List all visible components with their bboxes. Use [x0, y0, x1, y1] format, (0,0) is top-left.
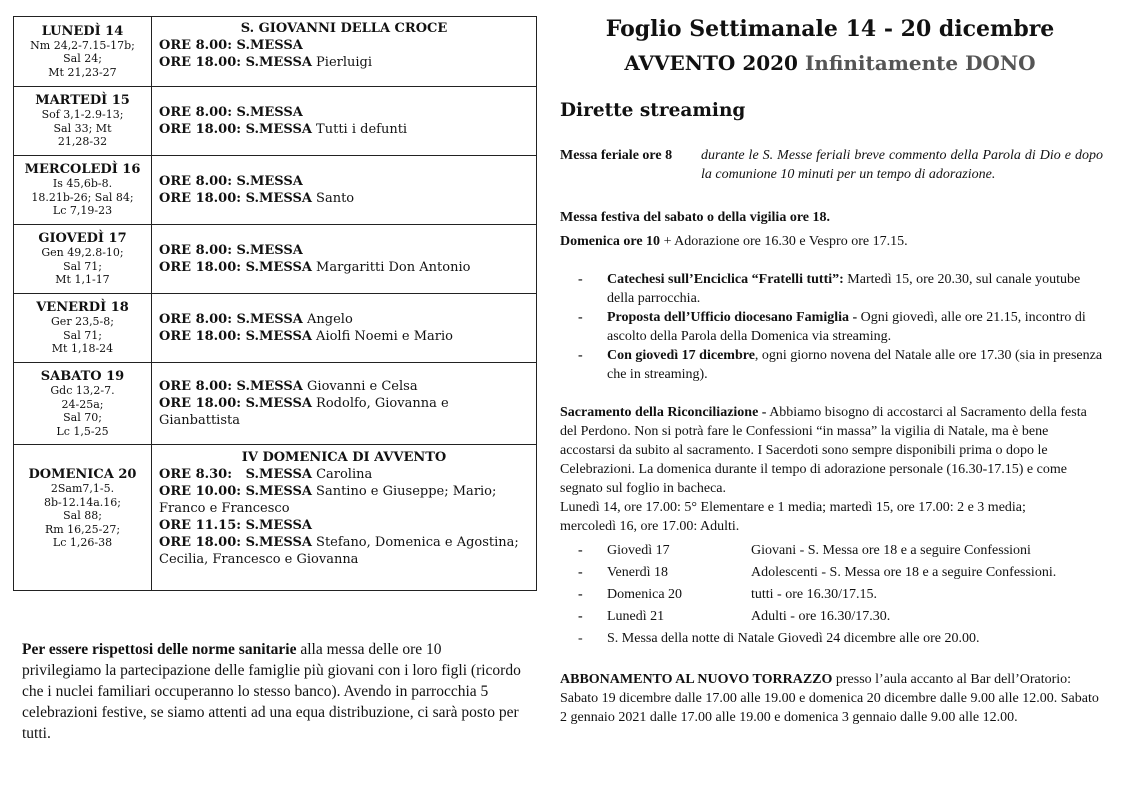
reading-line: 2Sam7,1-5.: [50, 482, 115, 495]
reading-line: Rm 16,25-27;: [44, 522, 121, 536]
masses-cell: [152, 87, 537, 156]
reading-line: Gdc 13,2-7.: [50, 384, 115, 397]
reading-line: Sal 33; Mt: [53, 121, 112, 135]
streaming-heading: Dirette streaming: [560, 100, 746, 121]
mass-line: [159, 242, 529, 259]
schedule-row: [14, 156, 537, 225]
day-cell: [14, 156, 152, 225]
mass-intent: Margaritti Don Antonio: [311, 260, 471, 275]
mass-time: ORE 18.00: S.MESSA: [159, 55, 312, 70]
mass-time: ORE 8.00: S.MESSA: [159, 312, 303, 327]
masses-cell: [152, 363, 537, 445]
mass-time: ORE 10.00: S.MESSA: [159, 484, 312, 499]
mass-line: [159, 37, 529, 54]
item-text: , ogni giorno novena del Natale alle ore 17.30 (sia in presenza che in streaming).: [607, 348, 1103, 382]
day-cell: [14, 17, 152, 87]
mass-time: ORE 8.00: S.MESSA: [159, 379, 303, 394]
conf-desc: tutti - ore 16.30/17.15.: [751, 587, 877, 602]
mass-line: [159, 483, 529, 517]
mass-line: [159, 173, 529, 190]
conf-day: Giovedì 17: [607, 543, 670, 558]
mass-intent: Aiolfi Noemi e Mario: [311, 329, 453, 344]
reading-line: Is 45,6b-8.: [52, 177, 113, 191]
feast-title: IV DOMENICA DI AVVENTO: [241, 450, 447, 465]
domenica-bold: Domenica ore 10: [560, 234, 661, 249]
reading-line: 24-25a;: [61, 397, 104, 411]
schedule-row: [14, 225, 537, 294]
reading-line: Lc 1,5-25: [56, 424, 109, 438]
mass-time: ORE 18.00: S.MESSA: [159, 191, 312, 206]
item-bold: Con giovedì 17 dicembre: [607, 348, 755, 363]
list-item: [560, 270, 1105, 308]
domenica-streaming: [560, 232, 1104, 251]
masses-cell: [152, 294, 537, 363]
reading-line: 18.21b-26; Sal 84;: [31, 190, 134, 204]
item-text: Ogni giovedì, alle ore 21.15, incontro di ascolto della Parola della Domenica via streaming.: [607, 310, 1086, 344]
mass-time: ORE 18.00: S.MESSA: [159, 396, 312, 411]
list-item: [560, 629, 1105, 648]
mass-intent: Angelo: [302, 312, 353, 327]
mass-time: ORE 18.00: S.MESSA: [159, 260, 312, 275]
sanitary-notice: [22, 639, 522, 744]
abbonamento-bold: ABBONAMENTO AL NUOVO TORRAZZO: [560, 672, 833, 687]
feriale-label: Messa feriale ore 8: [560, 148, 673, 163]
day-cell: [14, 225, 152, 294]
feast-title: S. GIOVANNI DELLA CROCE: [240, 21, 448, 36]
notice-text: alla messa delle ore 10 privilegiamo la partecipazione delle famiglie più giovani con i loro figli (ricordo che i nuclei familiari occuperanno lo stesso banco). Avendo in parrocchia 5 celebrazioni festive, se siamo attenti ad una equa distribuzione, ci sarà posto per tutti.: [22, 641, 521, 742]
reading-line: Lc 7,19-23: [52, 204, 113, 218]
day-name: GIOVEDÌ 17: [38, 231, 127, 247]
masses-cell: [152, 225, 537, 294]
reading-line: Lc 1,26-38: [52, 536, 113, 549]
day-cell: [14, 445, 152, 591]
domenica-text: + Adorazione ore 16.30 e Vespro ore 17.15.: [660, 234, 908, 249]
masses-cell: [152, 17, 537, 87]
mass-time: ORE 8.00: S.MESSA: [159, 174, 303, 189]
abbonamento-text: presso l’aula accanto al Bar dell’Oratorio: Sabato 19 dicembre dalle 17.00 alle 19.00 e domenica 20 dicembre dalle 9.00 alle 12.00. Sabato 2 gennaio 2021 dalle 17.00 alle 19.00 e domenica 3 gennaio dalle 9.00 alle 12.00.: [560, 672, 1099, 725]
reading-line: Mt 1,18-24: [51, 342, 114, 356]
page-subtitle: [560, 48, 1100, 78]
confessioni-list: [560, 541, 1105, 651]
list-item: [560, 346, 1105, 384]
list-item: [560, 585, 1105, 604]
dash-bullet: -: [578, 310, 583, 325]
mass-intent: Rodolfo, Giovanna e Gianbattista: [159, 396, 449, 428]
mass-intent: Carolina: [311, 467, 373, 482]
mass-intent: Pierluigi: [311, 55, 373, 70]
feriale-description: durante le S. Messe feriali breve commento della Parola di Dio e dopo la comunione 10 minuti per un tempo di adorazione.: [701, 148, 1103, 182]
reading-line: Ger 23,5-8;: [51, 315, 114, 329]
list-item: [560, 563, 1105, 582]
reading-line: Sal 71;: [63, 328, 102, 342]
day-cell: [14, 294, 152, 363]
mass-intent: Stefano, Domenica e Agostina; Cecilia, Francesco e Giovanna: [159, 535, 519, 567]
abbonamento-section: [560, 670, 1104, 727]
dash-bullet: -: [578, 272, 583, 287]
riconciliazione-section: [560, 403, 1104, 536]
dash-bullet: -: [578, 587, 583, 602]
mass-time: ORE 8.00: S.MESSA: [159, 38, 303, 53]
mass-line: [159, 534, 529, 568]
notice-bold: Per essere rispettosi delle norme sanitarie: [22, 641, 297, 658]
reading-line: Nm 24,2-7.15-17b;: [30, 38, 135, 52]
schedule-row: [14, 87, 537, 156]
reading-line: Sal 24;: [63, 52, 102, 66]
reading-line: Mt 1,1-17: [55, 273, 110, 287]
announcements-list: [560, 270, 1105, 384]
list-item: [560, 607, 1105, 626]
riconciliazione-line: Lunedì 14, ore 17.00: 5° Elementare e 1 media; martedì 15, ore 17.00: 2 e 3 media;: [560, 500, 1026, 515]
schedule-row: [14, 445, 537, 591]
reading-line: Sof 3,1-2.9-13;: [41, 108, 124, 122]
day-name: MARTEDÌ 15: [35, 93, 130, 109]
reading-line: Sal 88;: [63, 509, 102, 522]
mass-time: ORE 8.00: S.MESSA: [159, 105, 303, 120]
item-bold: Catechesi sull’Enciclica “Fratelli tutti”:: [607, 272, 844, 287]
reading-line: Gen 49,2.8-10;: [41, 246, 124, 260]
mass-line: [159, 328, 529, 345]
day-name: DOMENICA 20: [28, 467, 137, 482]
list-item: [560, 541, 1105, 560]
schedule-row: [14, 294, 537, 363]
conf-desc: Adulti - ore 16.30/17.30.: [751, 609, 891, 624]
day-name: MERCOLEDÌ 16: [24, 162, 141, 178]
conf-day: S. Messa della notte di Natale Giovedì 24 dicembre alle ore 20.00.: [607, 631, 980, 646]
mass-line: [159, 259, 529, 276]
reading-line: 21,28-32: [57, 135, 108, 149]
mass-intent: Tutti i defunti: [311, 122, 408, 137]
day-name: VENERDÌ 18: [36, 300, 129, 316]
subtitle-main: AVVENTO 2020: [624, 51, 805, 75]
reading-line: 8b-12.14a.16;: [43, 495, 121, 509]
festiva-text: Messa festiva del sabato o della vigilia ore 18.: [560, 210, 830, 225]
dash-bullet: -: [578, 565, 583, 580]
dash-bullet: -: [578, 348, 583, 363]
mass-line: [159, 190, 529, 207]
mass-time: ORE 8.00: S.MESSA: [159, 243, 303, 258]
dash-bullet: -: [578, 609, 583, 624]
mass-intent: Santo: [311, 191, 355, 206]
conf-day: Lunedì 21: [607, 609, 665, 624]
messa-festiva: [560, 208, 1104, 227]
mass-line: [159, 378, 529, 395]
riconciliazione-line: mercoledì 16, ore 17.00: Adulti.: [560, 519, 740, 534]
day-name: LUNEDÌ 14: [41, 23, 124, 39]
mass-line: [159, 395, 529, 429]
subtitle-accent: Infinitamente DONO: [804, 51, 1036, 75]
mass-line: [159, 54, 529, 71]
mass-time: ORE 8.30: S.MESSA: [159, 467, 312, 482]
mass-intent: Giovanni e Celsa: [302, 379, 418, 394]
mass-line: [159, 311, 529, 328]
conf-desc: Adolescenti - S. Messa ore 18 e a seguire Confessioni.: [751, 565, 1057, 580]
riconciliazione-paragraph: [560, 403, 1104, 498]
schedule-row: [14, 363, 537, 445]
mass-time: ORE 18.00: S.MESSA: [159, 535, 312, 550]
list-item: [560, 308, 1105, 346]
mass-time: ORE 18.00: S.MESSA: [159, 329, 312, 344]
weekly-schedule-table: [13, 16, 537, 591]
item-text: Martedì 15, ore 20.30, sul canale youtube della parrocchia.: [607, 272, 1081, 306]
riconciliazione-text: Abbiamo bisogno di accostarci al Sacramento della festa del Perdono. Non si potrà fare le Confessioni “in massa” la vigilia di Natale, ma è bene accostarsi da subito al sacramento. I Sacerdoti sono sempre disponibili prima o dopo le Celebrazioni. La domenica durante il tempo di adorazione personale (16.30-17.15) e come segnato sul foglio in bacheca.: [560, 405, 1087, 496]
item-bold: Proposta dell’Ufficio diocesano Famiglia -: [607, 310, 858, 325]
reading-line: Mt 21,23-27: [48, 65, 117, 79]
masses-cell: [152, 445, 537, 591]
riconciliazione-bold: Sacramento della Riconciliazione -: [560, 405, 767, 420]
dash-bullet: -: [578, 631, 583, 646]
page-title: Foglio Settimanale 14 - 20 dicembre: [605, 16, 1055, 42]
mass-line: [159, 466, 529, 483]
reading-line: Sal 71;: [63, 259, 102, 273]
conf-desc: Giovani - S. Messa ore 18 e a seguire Confessioni: [751, 543, 1031, 558]
mass-line: [159, 104, 529, 121]
mass-time: ORE 11.15: S.MESSA: [159, 518, 312, 533]
mass-intent: Santino e Giuseppe; Mario; Franco e Francesco: [159, 484, 497, 516]
conf-day: Venerdì 18: [607, 565, 669, 580]
masses-cell: [152, 156, 537, 225]
day-name: SABATO 19: [40, 369, 125, 384]
dash-bullet: -: [578, 543, 583, 558]
conf-day: Domenica 20: [607, 587, 683, 602]
reading-line: Sal 70;: [63, 411, 102, 424]
mass-time: ORE 18.00: S.MESSA: [159, 122, 312, 137]
mass-line: [159, 517, 529, 534]
mass-line: [159, 121, 529, 138]
day-cell: [14, 363, 152, 445]
schedule-row: [14, 17, 537, 87]
day-cell: [14, 87, 152, 156]
